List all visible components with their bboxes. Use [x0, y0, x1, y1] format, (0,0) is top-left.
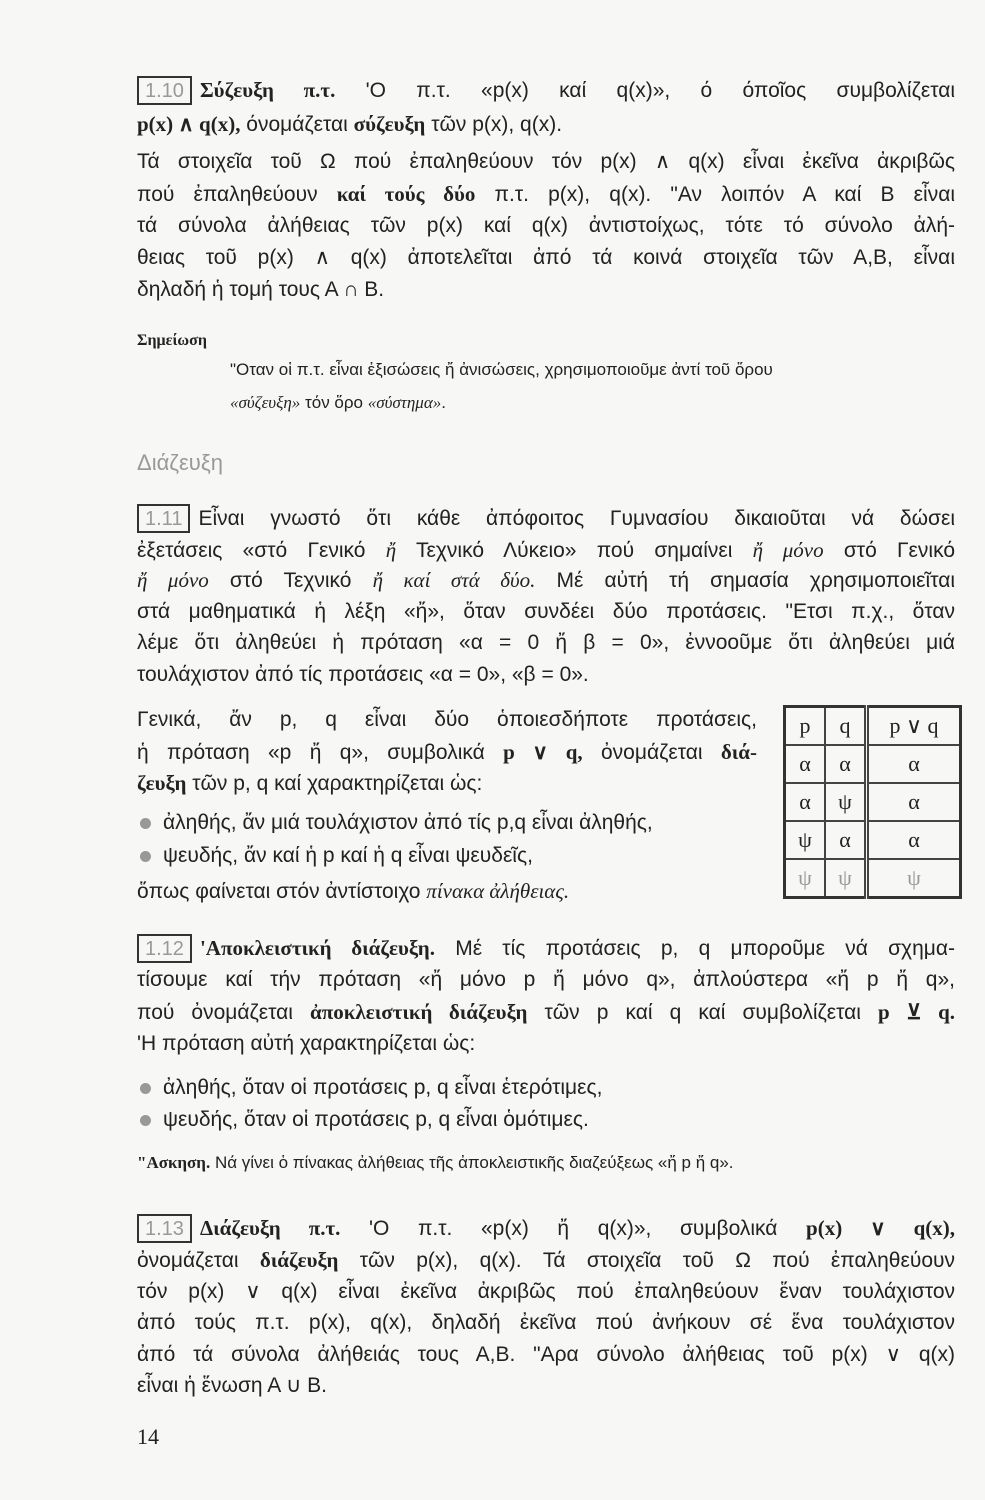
text: ψευδής, ἄν καί ἡ p καί ἡ q εἶναι ψευδεῖς,	[163, 844, 533, 867]
table-cell: ψ	[785, 821, 826, 859]
italic-term: ἤ	[385, 538, 397, 562]
table-row	[785, 821, 961, 859]
text-line: τόν p(x) ∨ q(x) εἶναι ἐκεῖνα ἀκριβῶς πού ἐπαληθεύουν ἕναν τουλάχιστον	[137, 1280, 955, 1303]
text-line: τά σύνολα ἀλήθειας τῶν p(x) καί q(x) ἀντιστοίχως, τότε τό σύνολο ἀλή-	[137, 214, 955, 237]
table-header: q	[825, 707, 867, 746]
text-line	[137, 504, 955, 533]
note-title: Σημείωση	[137, 332, 207, 349]
italic-term: πίνακα ἀλήθειας.	[426, 879, 570, 903]
bold-term: p(x) ∨ q(x),	[806, 1216, 956, 1240]
section-number-box: 1.12	[137, 934, 192, 963]
italic-term: «σύζευξη»	[230, 393, 301, 412]
text-line: λέμε ὅτι ἀληθεύει ἡ πρόταση «α = 0 ἤ β = 0», ἐννοοῦμε ὅτι ἀληθεύει μιά	[137, 631, 955, 654]
italic-term: «σύστημα»	[367, 393, 442, 412]
section-heading: Διάζευξη	[137, 450, 223, 475]
italic-term: ἤ μόνο	[752, 538, 824, 562]
bold-term: ζευξη	[137, 771, 187, 795]
bold-term: διά-	[720, 740, 758, 764]
text: ὅπως φαίνεται στόν ἀντίστοιχο	[137, 880, 427, 903]
text-line	[137, 536, 955, 565]
bold-term: διάζευξη	[259, 1248, 339, 1272]
text: Μέ αὐτή τή σημασία χρησιμοποιεῖται	[535, 569, 956, 592]
text-line: στά μαθηματικά ἡ λέξη «ἤ», ὅταν συνδέει δύο προτάσεις. "Ετσι π.χ., ὅταν	[137, 600, 955, 623]
text: τῶν p(x), q(x). Τά στοιχεῖα τοῦ Ω πού ἐπαληθεύουν	[338, 1249, 955, 1272]
text-line	[137, 934, 955, 963]
text: τῶν p καί q καί συμβολίζεται	[527, 1001, 879, 1024]
table-cell: ψ	[825, 783, 867, 821]
text: 'Ο π.τ. «p(x) καί q(x)», ό όποῖος συμβολίζεται	[335, 79, 956, 102]
bold-term: "Ασκηση.	[137, 1153, 211, 1172]
text: όνομάζεται	[240, 113, 354, 136]
text: Εἶναι γνωστό ὅτι κάθε ἀπόφοιτος Γυμνασίου δικαιοῦται νά δώσει	[198, 507, 955, 530]
bullet-item	[140, 842, 533, 870]
text-line: ἀπό τά σύνολα ἀλήθειάς τους Α,Β. "Αρα σύνολο ἀλήθειας τοῦ p(x) ∨ q(x)	[137, 1343, 955, 1366]
table-row	[785, 859, 961, 898]
italic-term: ἤ μόνο	[137, 568, 209, 592]
table-header-row	[785, 707, 961, 746]
bold-term: p(x) ∧ q(x),	[137, 112, 241, 136]
text-line	[137, 110, 955, 139]
text: ἐξετάσεις «στό Γενικό	[137, 539, 386, 562]
table-cell: α	[867, 783, 961, 821]
bullet-icon	[140, 1083, 151, 1094]
section-1-10-line	[137, 76, 955, 105]
text-line	[137, 1214, 955, 1243]
table-cell: ψ	[867, 859, 961, 898]
table-cell: α	[785, 783, 826, 821]
section-number-box: 1.11	[137, 504, 190, 533]
text: τόν ὅρο	[300, 393, 368, 412]
text: .	[441, 393, 446, 412]
text-line	[137, 738, 757, 767]
text: Μέ τίς προτάσεις p, q μποροῦμε νά σχημα-	[434, 937, 955, 960]
bold-term: Διάζευξη π.τ.	[199, 1216, 341, 1240]
table-cell: ψ	[825, 859, 867, 898]
bullet-icon	[140, 1115, 151, 1126]
bullet-item	[140, 1106, 589, 1134]
table-header: p ∨ q	[867, 707, 961, 746]
bullet-icon	[140, 851, 151, 862]
bold-term: καί τούς δύο	[336, 182, 476, 206]
text: στό Γενικό	[823, 539, 956, 562]
bold-term: p ⊻ q.	[878, 1000, 955, 1024]
table-cell: α	[785, 745, 826, 783]
italic-term: ἤ καί στά δύο.	[372, 568, 536, 592]
bold-term: σύζευξη	[353, 112, 426, 136]
text-line: τίσουμε καί τήν πρόταση «ἤ μόνο p ἤ μόνο q», ἀπλούστερα «ἤ p ἤ q»,	[137, 968, 955, 991]
text: ἡ πρόταση «p ἤ q», συμβολικά	[137, 741, 504, 764]
table-cell: ψ	[785, 859, 826, 898]
text: Τεχνικό Λύκειο» πού σημαίνει	[396, 539, 753, 562]
table-cell: α	[867, 745, 961, 783]
exercise-line	[137, 1151, 734, 1175]
page-number: 14	[137, 1424, 159, 1449]
note-line: "Οταν οἱ π.τ. εἶναι ἐξισώσεις ἤ ἀνισώσεις, χρησιμοποιοῦμε ἀντί τοῦ ὅρου	[230, 360, 773, 379]
section-number-box: 1.10	[137, 76, 192, 105]
text-line: 'Η πρόταση αὐτή χαρακτηρίζεται ὡς:	[137, 1032, 476, 1055]
text-line	[137, 566, 955, 595]
table-cell: α	[825, 745, 867, 783]
note-line	[230, 391, 446, 415]
text: τῶν p(x), q(x).	[425, 113, 563, 136]
bullet-item	[140, 809, 653, 837]
text-line	[137, 998, 955, 1027]
text: στό Τεχνικό	[208, 569, 373, 592]
bullet-item	[140, 1074, 602, 1102]
section-number-box: 1.13	[137, 1214, 192, 1243]
table-cell: α	[867, 821, 961, 859]
bold-term: p ∨ q,	[503, 740, 583, 764]
text-line: τουλάχιστον ἀπό τίς προτάσεις «α = 0», «β = 0».	[137, 663, 589, 686]
text: τῶν p, q καί χαρακτηρίζεται ὡς:	[186, 772, 483, 795]
text-line: Τά στοιχεῖα τοῦ Ω πού ἐπαληθεύουν τόν p(x) ∧ q(x) εἶναι ἐκεῖνα ἀκριβῶς	[137, 150, 955, 173]
table-row	[785, 783, 961, 821]
truth-table	[783, 705, 962, 899]
text: ὀνομάζεται	[582, 741, 721, 764]
text: 'Ο π.τ. «p(x) ἤ q(x)», συμβολικά	[340, 1217, 807, 1240]
text-line	[137, 180, 955, 209]
table-cell: α	[825, 821, 867, 859]
text-line: εἶναι ἡ ἕνωση Α ∪ Β.	[137, 1374, 327, 1397]
text: Νά γίνει ὁ πίνακας ἀλήθειας τῆς ἀποκλειστικῆς διαζεύξεως «ἤ p ἤ q».	[210, 1153, 734, 1172]
text-line: ἀπό τούς π.τ. p(x), q(x), δηλαδή ἐκεῖνα πού ἀνήκουν σέ ἕνα τουλάχιστον	[137, 1311, 955, 1334]
text: πού ὀνομάζεται	[137, 1001, 311, 1024]
bullet-icon	[140, 818, 151, 829]
text: ἀληθής, ἄν μιά τουλάχιστον ἀπό τίς p,q εἶναι ἀληθής,	[163, 811, 653, 834]
text: ψευδής, ὅταν οἱ προτάσεις p, q εἶναι ὁμότιμες.	[163, 1108, 589, 1131]
bold-term: 'Αποκλειστική διάζευξη.	[199, 936, 435, 960]
table-header: p	[785, 707, 826, 746]
text: πού ἐπαληθεύουν	[137, 183, 337, 206]
table-row	[785, 745, 961, 783]
text-line: Γενικά, ἄν p, q εἶναι δύο ὁποιεσδήποτε προτάσεις,	[137, 708, 757, 731]
bold-term: ἀποκλειστική διάζευξη	[310, 1000, 528, 1024]
bold-term: Σύζευξη π.τ.	[199, 78, 336, 102]
text: ὀνομάζεται	[137, 1249, 260, 1272]
text-line: θειας τοῦ p(x) ∧ q(x) ἀποτελεῖται ἀπό τά κοινά στοιχεῖα τῶν Α,Β, εἶναι	[137, 246, 955, 269]
text: π.τ. p(x), q(x). "Αν λοιπόν Α καί Β εἶναι	[475, 183, 955, 206]
text-line	[137, 1246, 955, 1275]
text-line: δηλαδή ἡ τομή τους Α ∩ Β.	[137, 278, 385, 301]
text: ἀληθής, ὅταν οἱ προτάσεις p, q εἶναι ἑτερότιμες,	[163, 1076, 603, 1099]
